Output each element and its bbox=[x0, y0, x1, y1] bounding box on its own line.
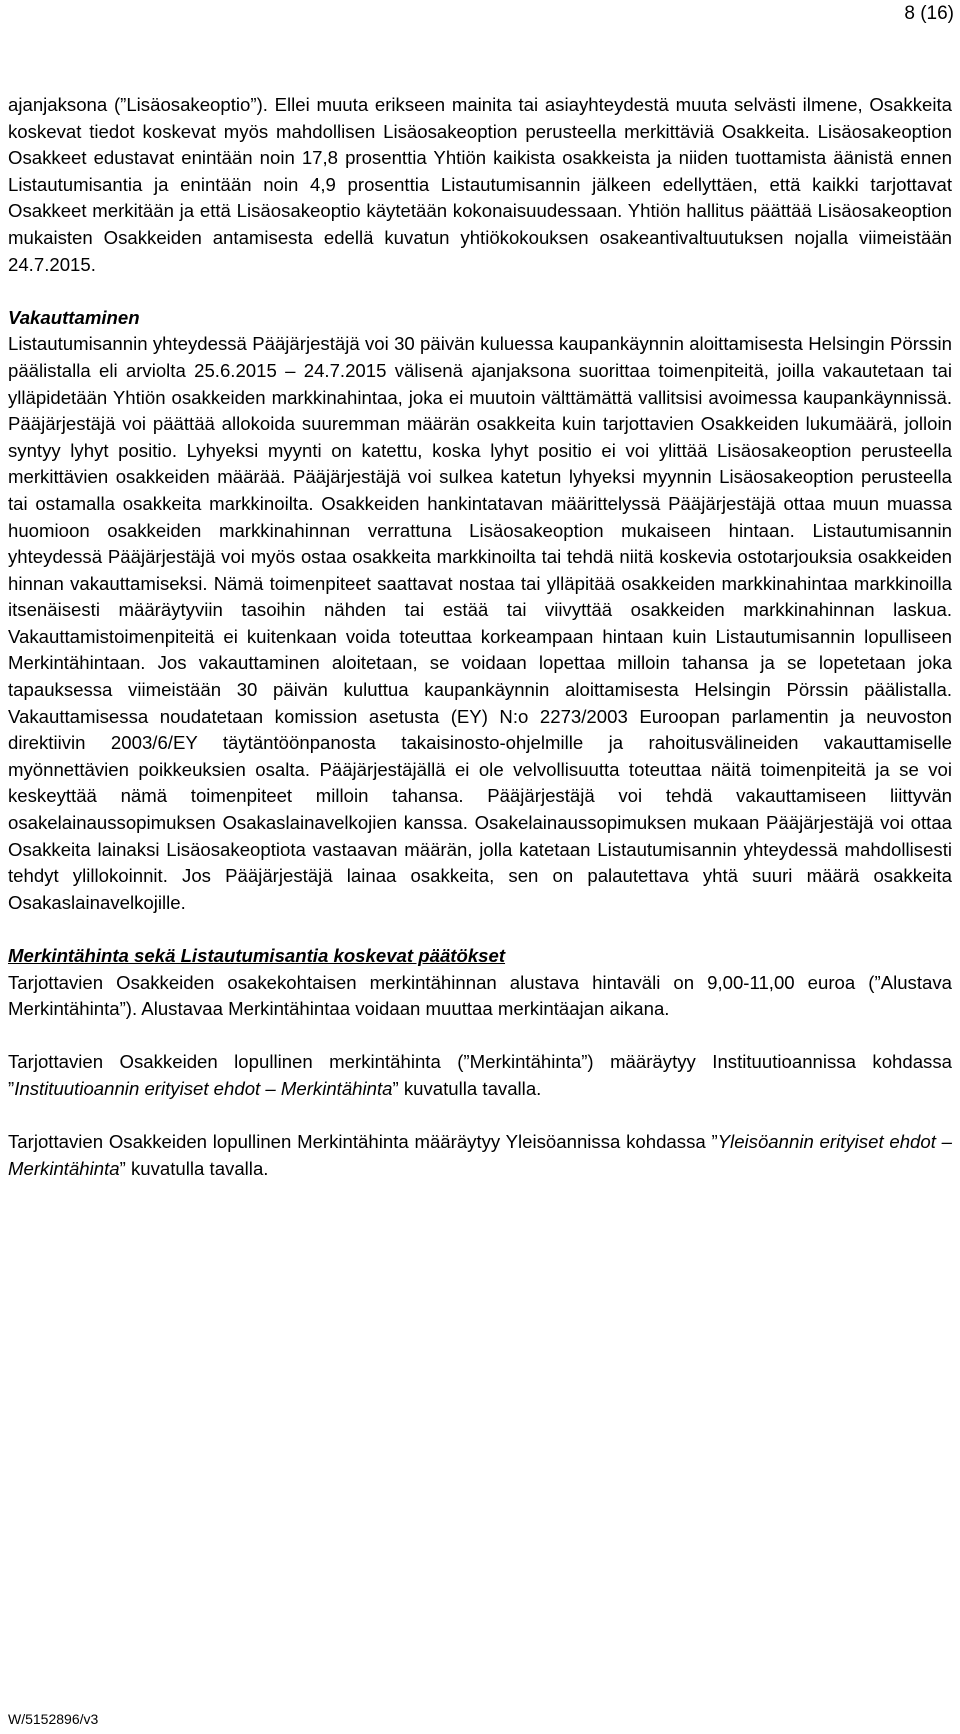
heading-price-decisions: Merkintähinta sekä Listautumisantia koskevat päätökset bbox=[8, 945, 506, 966]
document-id: W/5152896/v3 bbox=[8, 1711, 99, 1727]
page-number: 8 (16) bbox=[904, 3, 954, 24]
italic-reference: Yleisöannin erityiset ehdot – Merkintähinta bbox=[8, 1131, 952, 1179]
heading-stabilization: Vakauttaminen bbox=[8, 306, 140, 328]
paragraph-final-price-institutional bbox=[8, 1049, 952, 1102]
document-body bbox=[8, 92, 952, 1182]
paragraph-stabilization: Listautumisannin yhteydessä Pääjärjestäjä voi 30 päivän kuluessa kaupankäynnin aloittamisesta Helsingin Pörssin päälistalla eli arviolta 25.6.2015 – 24.7.2015 välisenä ajanjaksona suorittaa toimenpiteitä, joilla vakautetaan tai ylläpidetään Yhtiön osakkeiden markkinahintaa, joka ei muutoin välttämättä vallitsisi avoimessa kaupankäynnissä. Pääjärjestäjä voi päättää allokoida suuremman määrän osakkeita kuin tarjottavien Osakkeiden lukumäärä, jolloin syntyy lyhyt positio. Lyhyeksi myynti on katettu, koska lyhyt positio ei voi ylittää Lisäosakeoption perusteella merkittävien osakkeiden määrää. Pääjärjestäjä voi sulkea katetun lyhyeksi myynnin Lisäosakeoption perusteella tai ostamalla osakkeita markkinoilta. Osakkeiden hankintatavan määrittelyssä Pääjärjestäjä ottaa muun muassa huomioon osakkeiden markkinahinnan verrattuna Lisäosakeoption mukaiseen hintaan. Listautumisannin yhteydessä Pääjärjestäjä voi myös ostaa osakkeita markkinoilta tai tehdä niitä koskevia ostotarjouksia osakkeiden hinnan vakauttamiseksi. Nämä toimenpiteet saattavat nostaa tai ylläpitää osakkeiden markkinahintaa markkinoilla itsenäisesti määräytyviin tasoihin nähden tai estää tai viivyttää osakkeiden markkinahinnan laskua. Vakauttamistoimenpiteitä ei kuitenkaan voida toteuttaa korkeampaan hintaan kuin Listautumisannin lopulliseen Merkintähintaan. Jos vakauttaminen aloitetaan, se voidaan lopettaa milloin tahansa ja se lopetetaan joka tapauksessa viimeistään 30 päivän kuluttua kaupankäynnin aloittamisesta Helsingin Pörssin päälistalla. Vakauttamisessa noudatetaan komission asetusta (EY) N:o 2273/2003 Euroopan parlamentin ja neuvoston direktiivin 2003/6/EY täytäntöönpanosta takaisinosto-ohjelmille ja rahoitusvälineiden vakauttamiselle myönnettävien poikkeuksien osalta. Pääjärjestäjällä ei ole velvollisuutta toteuttaa näitä toimenpiteitä ja se voi keskeyttää nämä toimenpiteet milloin tahansa. Pääjärjestäjä voi tehdä vakauttamiseen liittyvän osakelainaussopimuksen Osakaslainavelkojien kanssa. Osakelainaussopimuksen mukaan Pääjärjestäjä voi ottaa Osakkeita lainaksi Lisäosakeoptiota vastaavan määrän, jolla katetaan Listautumisannin yhteydessä mahdollisesti tehdyt ylillokoinnit. Jos Pääjärjestäjä lainaa osakkeita, sen on palautettava yhtä suuri määrä osakkeita Osakaslainavelkojille. bbox=[8, 333, 952, 913]
text-segment: Tarjottavien Osakkeiden lopullinen merkintähinta (”Merkintähinta”) määräytyy Instituutioannissa kohdassa ” bbox=[8, 1051, 952, 1099]
text-segment: Tarjottavien Osakkeiden lopullinen Merkintähinta määräytyy Yleisöannissa kohdassa ” bbox=[8, 1131, 718, 1153]
paragraph-additional-share-option: ajanjaksona (”Lisäosakeoptio”). Ellei muuta erikseen mainita tai asiayhteydestä muuta selvästi ilmene, Osakkeita koskevat tiedot koskevat myös mahdollisen Lisäosakeoption perusteella merkittäviä Osakkeita. Lisäosakeoption Osakkeet edustavat enintään noin 17,8 prosenttia Yhtiön kaikista osakkeista ja niiden tuottamista äänistä ennen Listautumisantia ja enintään noin 4,9 prosenttia Listautumisannin jälkeen edellyttäen, että kaikki tarjottavat Osakkeet merkitään ja että Lisäosakeoptio käytetään kokonaisuudessaan. Yhtiön hallitus päättää Lisäosakeoption mukaisten Osakkeiden antamisesta edellä kuvatun yhtiökokouksen osakeantivaltuutuksen nojalla viimeistään 24.7.2015. bbox=[8, 94, 952, 275]
paragraph-preliminary-price: Tarjottavien Osakkeiden osakekohtaisen merkintähinnan alustava hintaväli on 9,00-11,00 euroa (”Alustava Merkintähinta”). Alustavaa Merkintähintaa voidaan muuttaa merkintäajan aikana. bbox=[8, 971, 952, 1020]
paragraph-final-price-public bbox=[8, 1129, 952, 1182]
text-segment: ” kuvatulla tavalla. bbox=[392, 1077, 542, 1099]
italic-reference: Instituutioannin erityiset ehdot – Merkintähinta bbox=[14, 1077, 393, 1099]
text-segment: ” kuvatulla tavalla. bbox=[119, 1157, 269, 1179]
